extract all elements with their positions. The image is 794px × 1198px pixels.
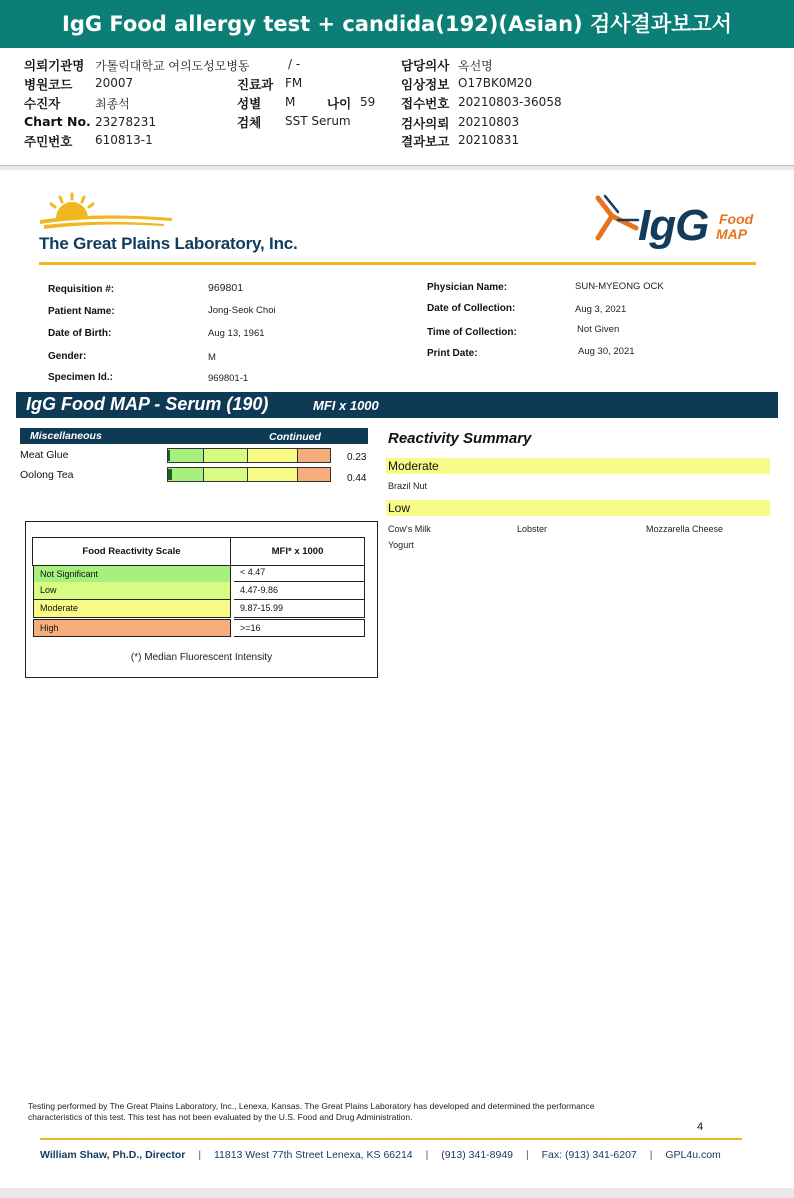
map-logo-text: MAP <box>716 226 748 242</box>
food-item-name: Oolong Tea <box>20 469 74 481</box>
low-food-item: Yogurt <box>388 540 414 550</box>
scale-footnote: (*) Median Fluorescent Intensity <box>130 652 273 663</box>
food-item-name: Meat Glue <box>20 449 69 461</box>
misc-header-label: Miscellaneous <box>30 430 102 442</box>
reactivity-summary-title: Reactivity Summary <box>388 430 532 447</box>
header-value-request-date: 20210803 <box>458 115 520 129</box>
header-value-hospital-code: 20007 <box>95 76 134 90</box>
header-label-report-date: 결과보고 <box>401 134 450 149</box>
patient-name-value: Jong-Seok Choi <box>208 305 276 316</box>
food-item-value: 0.23 <box>347 452 367 463</box>
print-date-value: Aug 30, 2021 <box>578 346 635 357</box>
footer-phone: (913) 341-8949 <box>441 1149 514 1161</box>
reactivity-bar-fill <box>168 450 170 461</box>
food-item-value: 0.44 <box>347 473 367 484</box>
low-food-item: Lobster <box>517 524 548 534</box>
header-label-resident-no: 주민번호 <box>24 134 73 149</box>
footer-director: William Shaw, Ph.D., Director <box>40 1149 186 1161</box>
header-value-report-date: 20210831 <box>458 133 520 147</box>
section-title-bar <box>16 392 778 418</box>
food-logo-text: Food <box>719 211 754 227</box>
header-label-clinical-info: 임상정보 <box>401 77 450 92</box>
page-number: 4 <box>697 1121 704 1133</box>
dob-label: Date of Birth: <box>48 328 112 339</box>
scale-range-low: 4.47-9.86 <box>234 582 365 600</box>
header-label-patient: 수진자 <box>24 96 61 111</box>
section-unit: MFI x 1000 <box>313 398 379 413</box>
igg-logo-text: IgG <box>638 201 709 250</box>
scale-header-mfi: MFI* x 1000 <box>230 537 365 566</box>
footer-website[interactable]: GPL4u.com <box>665 1149 721 1161</box>
header-value-dept: FM <box>285 76 303 90</box>
scale-range-moderate: 9.87-15.99 <box>234 600 365 618</box>
low-band: Low <box>386 500 770 516</box>
requisition-value: 969801 <box>208 282 244 294</box>
reactivity-bar-fill <box>168 469 172 480</box>
section-title: IgG Food MAP - Serum (190) <box>26 394 269 414</box>
header-value-resident-no: 610813-1 <box>95 133 153 147</box>
header-value-institution: 가톨릭대학교 여의도성모병동 <box>95 59 250 73</box>
scale-row-not-significant: Not Significant <box>33 565 231 583</box>
header-label-chart-no: Chart No. <box>24 114 91 129</box>
moderate-band: Moderate <box>386 458 770 474</box>
header-label-age: 나이 <box>327 96 352 111</box>
requisition-label: Requisition #: <box>48 284 115 295</box>
collection-date-value: Aug 3, 2021 <box>575 304 627 315</box>
dob-value: Aug 13, 1961 <box>208 328 265 339</box>
header-label-physician: 담당의사 <box>401 58 450 73</box>
header-value-clinical-info: O17BK0M20 <box>458 76 533 90</box>
header-label-sex: 성별 <box>237 96 262 111</box>
lab-name: The Great Plains Laboratory, Inc. <box>39 234 298 253</box>
header-value-receipt-no: 20210803-36058 <box>458 95 562 109</box>
header-divider <box>39 262 756 265</box>
collection-date-label: Date of Collection: <box>427 303 516 314</box>
header-label-request-date: 검사의뢰 <box>401 116 450 131</box>
collection-time-value: Not Given <box>577 324 620 335</box>
scale-range-high: >=16 <box>234 619 365 637</box>
header-label-dept: 진료과 <box>237 77 274 92</box>
misc-continued-label: Continued <box>269 431 321 443</box>
moderate-food-item: Brazil Nut <box>388 481 428 491</box>
great-plains-sun-logo-icon <box>38 192 178 232</box>
footer-address: 11813 West 77th Street Lenexa, KS 66214 <box>213 1149 413 1161</box>
disclaimer-line-2: characteristics of this test. This test has not been evaluated by the U.S. Food and Drug Administration. <box>28 1112 413 1122</box>
scale-header-label: Food Reactivity Scale <box>32 537 231 566</box>
scale-row-moderate: Moderate <box>33 600 231 618</box>
print-date-label: Print Date: <box>427 348 478 359</box>
scale-range-not-significant: < 4.47 <box>234 564 365 582</box>
physician-name-value: SUN-MYEONG OCK <box>575 281 664 292</box>
reactivity-bar <box>167 448 331 463</box>
low-food-item: Cow's Milk <box>388 524 431 534</box>
antibody-logo-icon <box>592 192 642 244</box>
gender-label: Gender: <box>48 351 87 362</box>
scale-row-low: Low <box>33 582 231 600</box>
specimen-id-value: 969801-1 <box>208 373 249 384</box>
collection-time-label: Time of Collection: <box>427 327 517 338</box>
physician-name-label: Physician Name: <box>427 282 508 293</box>
specimen-id-label: Specimen Id.: <box>48 372 114 383</box>
reactivity-bar <box>167 467 331 482</box>
header-label-specimen: 검체 <box>237 115 262 130</box>
header-value-physician: 옥선명 <box>458 59 493 73</box>
header-label-hospital-code: 병원코드 <box>24 77 73 92</box>
footer-contact-line: William Shaw, Ph.D., Director | 11813 West 77th Street Lenexa, KS 66214 | (913) 341-8949 | Fax: (913) 341-6207 | GPL4u.com <box>40 1149 721 1161</box>
scale-row-high: High <box>33 619 231 637</box>
misc-header <box>20 428 368 444</box>
header-value-sex: M <box>285 95 296 109</box>
header-value-ward: / - <box>288 57 301 71</box>
footer-divider <box>40 1138 742 1140</box>
header-value-patient: 최종석 <box>95 97 130 111</box>
header-label-institution: 의뢰기관명 <box>24 58 85 73</box>
reactivity-scale-box <box>25 521 378 678</box>
report-header <box>0 48 794 166</box>
gender-value: M <box>208 352 216 363</box>
header-value-specimen: SST Serum <box>285 114 351 128</box>
header-value-age: 59 <box>360 95 376 109</box>
report-sheet <box>0 170 794 1188</box>
report-banner-title: IgG Food allergy test + candida(192)(Asian) 검사결과보고서 <box>0 0 794 48</box>
footer-fax: Fax: (913) 341-6207 <box>541 1149 637 1161</box>
low-food-item: Mozzarella Cheese <box>646 524 724 534</box>
header-label-receipt-no: 접수번호 <box>401 96 450 111</box>
header-value-chart-no: 23278231 <box>95 115 157 129</box>
disclaimer-line-1: Testing performed by The Great Plains Laboratory, Inc., Lenexa, Kansas. The Great Plains Laboratory has developed and determined the performance <box>28 1101 595 1111</box>
patient-name-label: Patient Name: <box>48 306 115 317</box>
